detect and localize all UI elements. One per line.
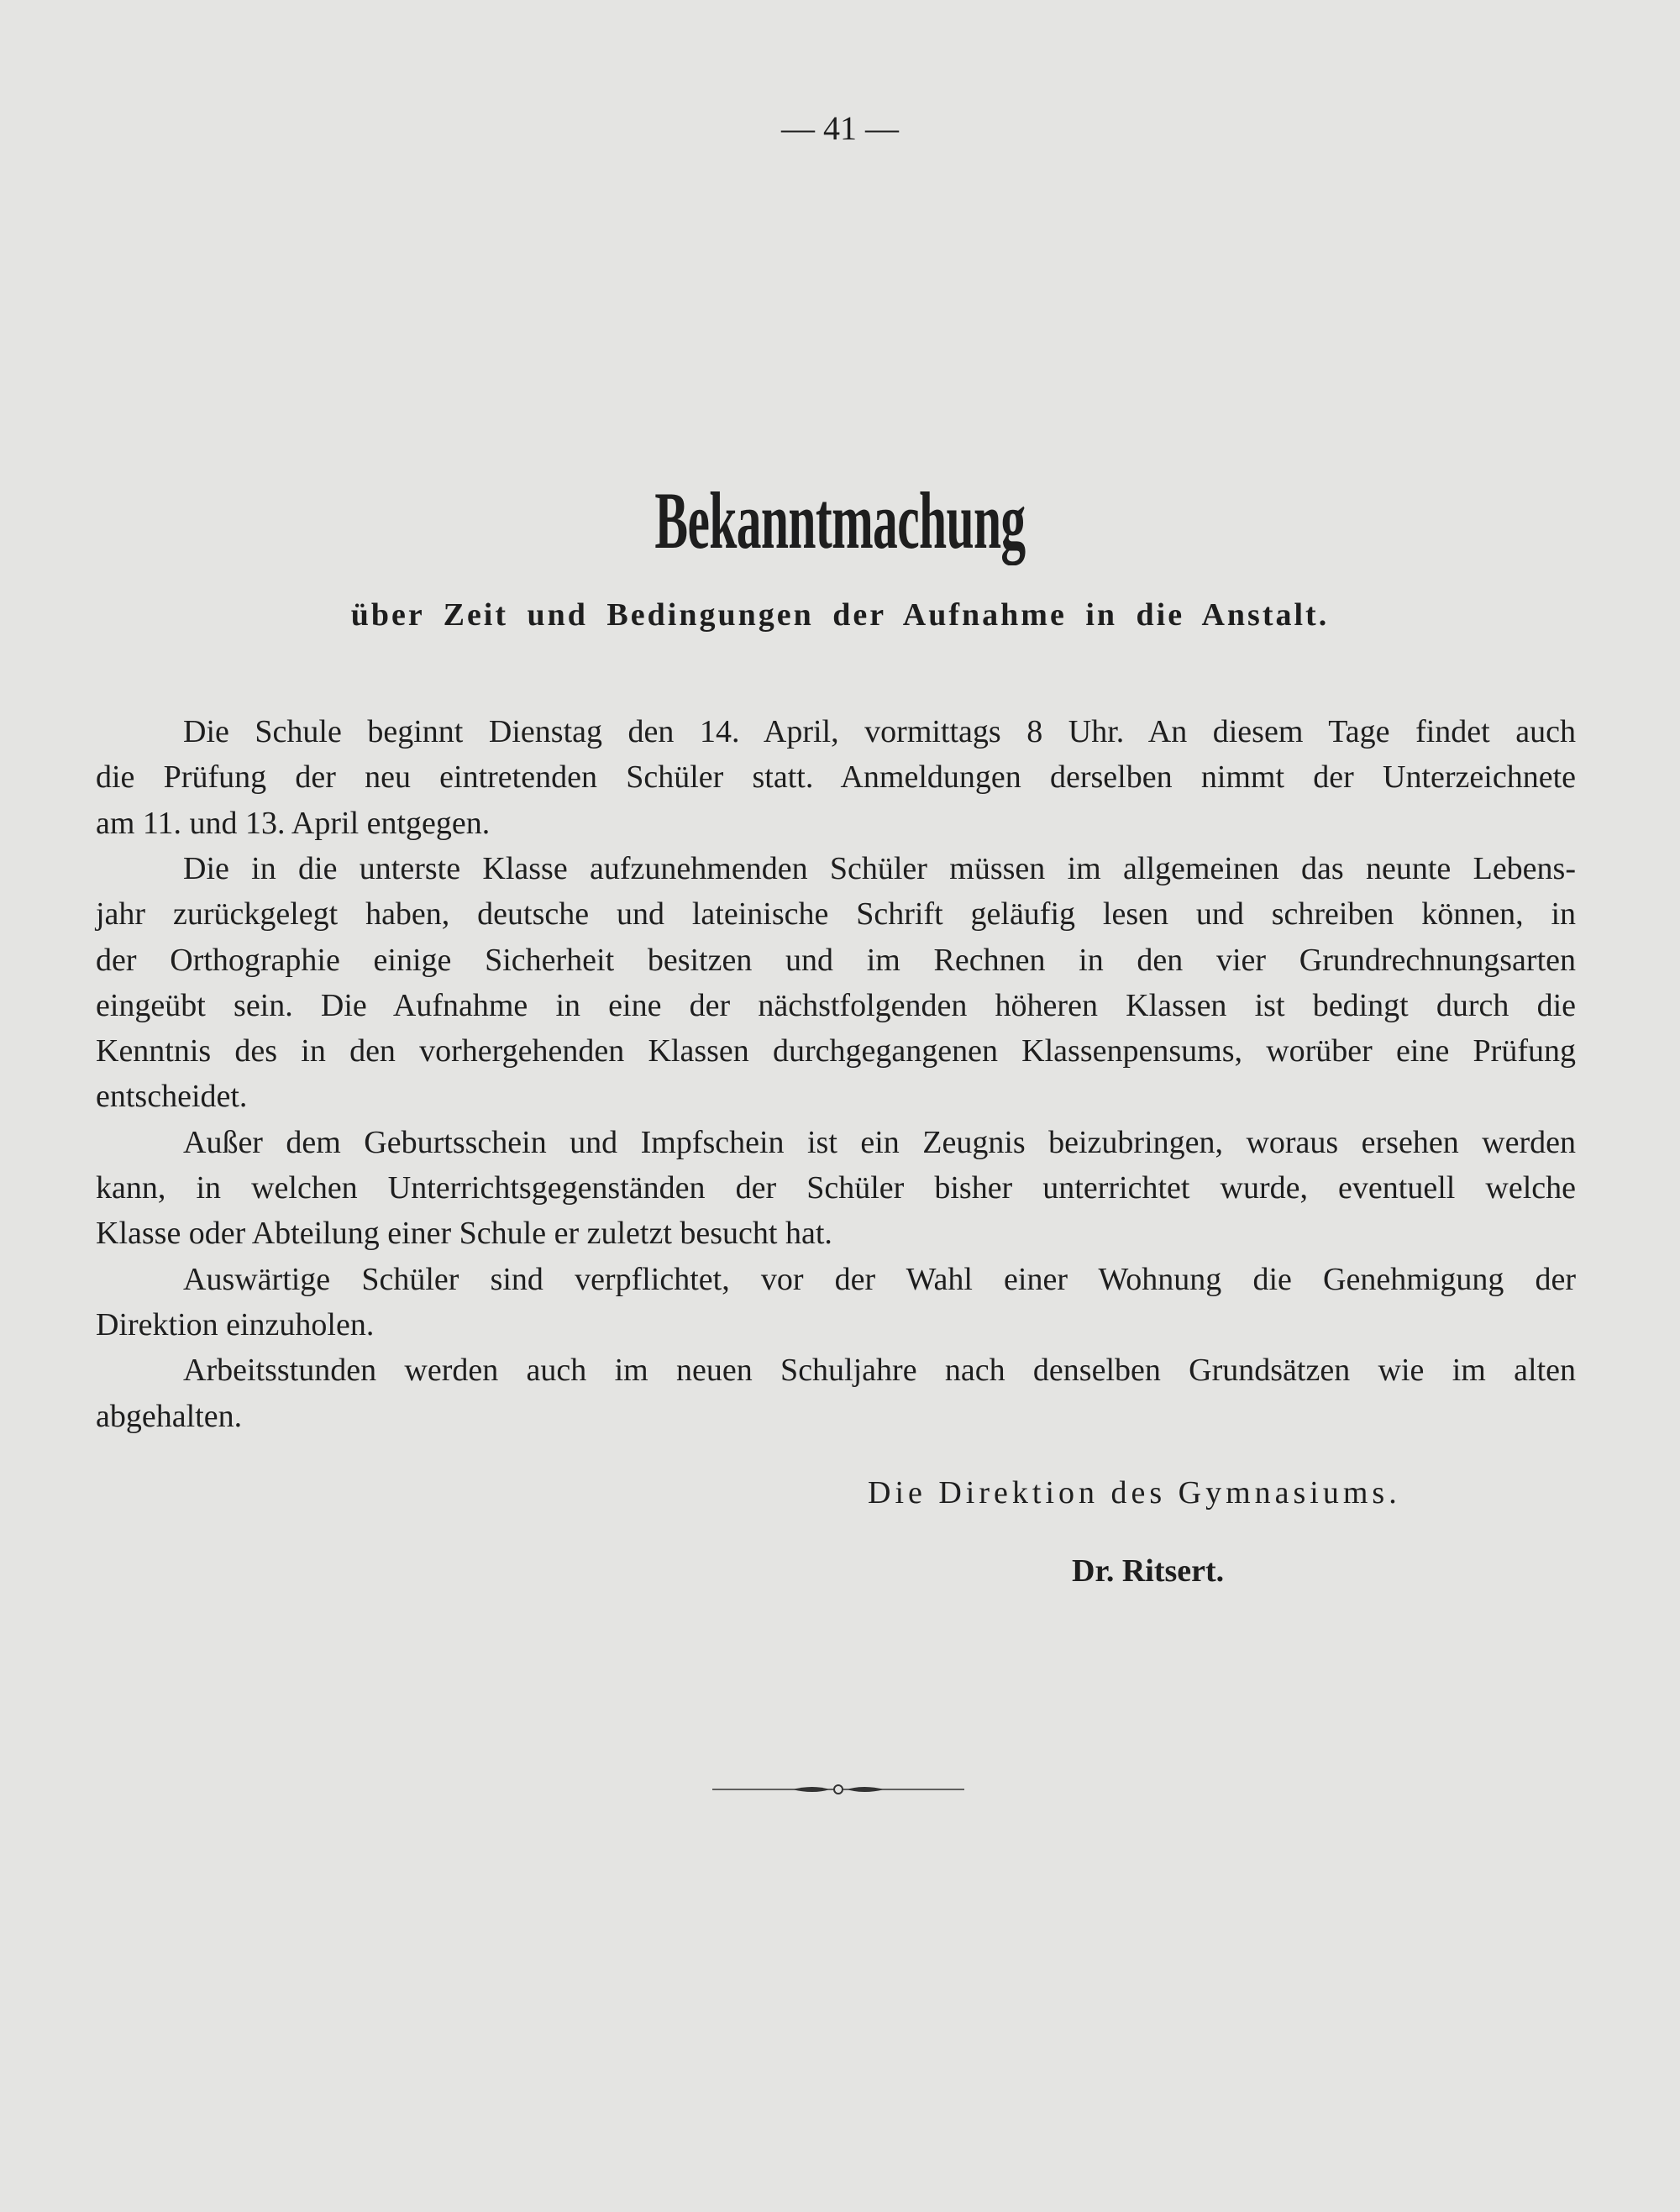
- body-line: abgehalten.: [96, 1398, 243, 1434]
- body-line: die Prüfung der neu eintretenden Schüler statt. Anmeldungen derselben nimmt der Unterzeichnete: [96, 759, 1576, 796]
- body-line: Die Schule beginnt Dienstag den 14. April, vormittags 8 Uhr. An diesem Tage findet auch: [183, 714, 1576, 749]
- body-line: entscheidet.: [96, 1079, 248, 1115]
- body-line: eingeübt sein. Die Aufnahme in eine der nächstfolgenden höheren Klassen ist bedingt durch die: [96, 987, 1576, 1023]
- body-line: Klasse oder Abteilung einer Schule er zuletzt besucht hat.: [96, 1216, 832, 1252]
- signature-name: Dr. Ritsert.: [1072, 1553, 1225, 1589]
- body-line: Außer dem Geburtsschein und Impfschein ist ein Zeugnis beizubringen, woraus ersehen werden: [183, 1124, 1576, 1160]
- body-line: Direktion einzuholen.: [96, 1306, 375, 1342]
- signature-institution: Die Direktion des Gymnasiums.: [868, 1475, 1401, 1511]
- page-subtitle: über Zeit und Bedingungen der Aufnahme in die Anstalt.: [350, 597, 1330, 633]
- body-line: am 11. und 13. April entgegen.: [96, 805, 491, 841]
- body-line: der Orthographie einige Sicherheit besitzen und im Rechnen in den vier Grundrechnungsarten: [96, 942, 1576, 978]
- body-line: kann, in welchen Unterrichtsgegenständen der Schüler bisher unterrichtet wurde, eventuell welche: [96, 1170, 1576, 1206]
- page-number: — 41 —: [781, 109, 899, 147]
- page-title: Bekanntmachung: [654, 476, 1026, 565]
- body-line: jahr zurückgelegt haben, deutsche und lateinische Schrift geläufig lesen und schreiben können, in: [96, 896, 1576, 933]
- body-line: Kenntnis des in den vorhergehenden Klassen durchgegangenen Klassenpensums, worüber eine Prüfung: [96, 1033, 1576, 1069]
- body-line: Die in die unterste Klasse aufzunehmenden Schüler müssen im allgemeinen das neunte Lebens-: [183, 850, 1576, 886]
- body-line: Arbeitsstunden werden auch im neuen Schuljahre nach denselben Grundsätzen wie im alten: [183, 1353, 1576, 1389]
- body-line: Auswärtige Schüler sind verpflichtet, vor der Wahl einer Wohnung die Genehmigung der: [183, 1261, 1576, 1297]
- ornament-divider: [712, 1777, 964, 1802]
